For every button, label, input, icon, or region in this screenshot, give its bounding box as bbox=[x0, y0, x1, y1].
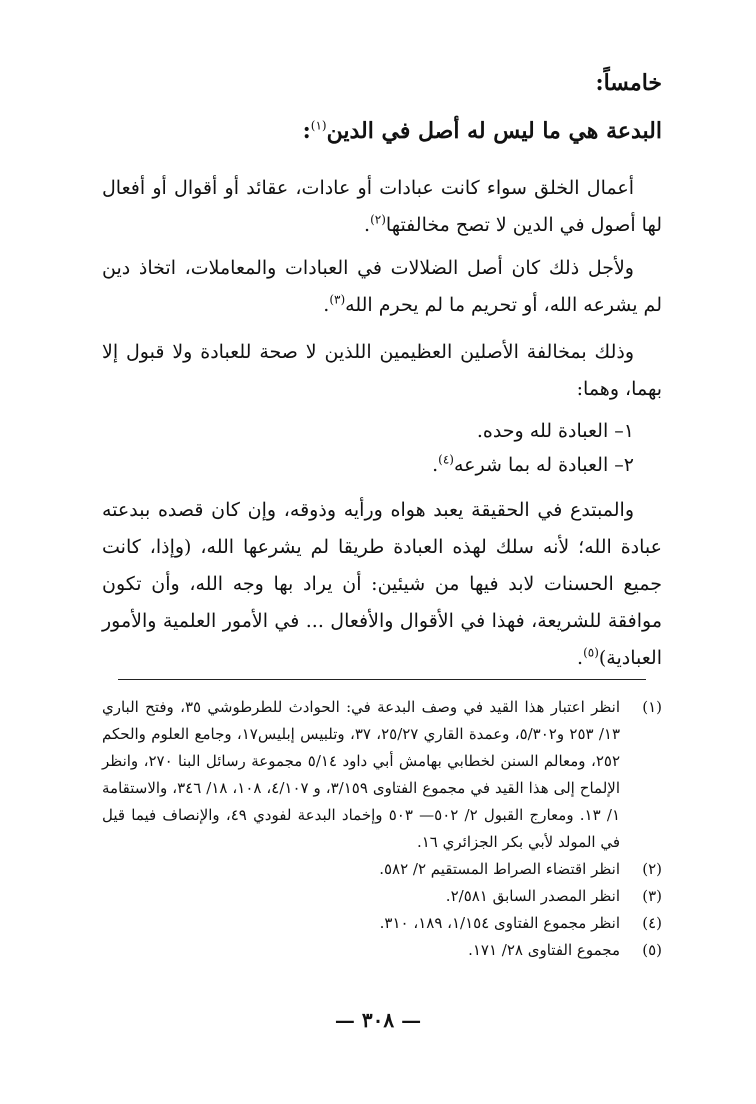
footnote-4 bbox=[102, 910, 662, 937]
section-title: خامساً: bbox=[595, 70, 662, 96]
paragraph-4 bbox=[102, 492, 662, 677]
paragraph-4-text: والمبتدع في الحقيقة يعبد هواه ورأيه وذوقه، وإن كان قصده ببدعته عبادة الله؛ لأنه سلك لهذه العبادة طريقا لم يشرعها الله، (وإذا، كانت جميع الحسنات لابد فيها من شيئين: أن يراد بها وجه الله، وأن تكون موافقة للشريعة، فهذا في الأقوال والأفعال ... في الأمور العلمية والأمور العبادية) bbox=[102, 499, 662, 669]
heading-text: البدعة هي ما ليس له أصل في الدين bbox=[326, 118, 662, 144]
paragraph-1 bbox=[102, 170, 662, 244]
paragraph-3: وذلك بمخالفة الأصلين العظيمين اللذين لا صحة للعبادة ولا قبول إلا بهما، وهما: bbox=[102, 341, 662, 400]
footnote-number: (٣) bbox=[642, 887, 662, 905]
footnote-text: انظر المصدر السابق ٢/٥٨١. bbox=[445, 887, 620, 905]
footnote-divider bbox=[118, 679, 646, 680]
footnote-text: مجموع الفتاوى ٢٨/ ١٧١. bbox=[468, 941, 620, 959]
footnote-3 bbox=[102, 883, 662, 910]
paragraph-1-text: أعمال الخلق سواء كانت عبادات أو عادات، عقائد أو أقوال أو أفعال لها أصول في الدين لا تصح مخالفتها bbox=[102, 177, 662, 236]
footnote-5 bbox=[102, 937, 662, 964]
list-item-1-text: ١– العبادة لله وحده. bbox=[476, 420, 634, 442]
heading bbox=[303, 118, 662, 144]
list-item bbox=[432, 414, 634, 448]
footnote-number: (٢) bbox=[642, 860, 662, 878]
heading-colon: : bbox=[302, 118, 311, 144]
principles-list bbox=[432, 414, 634, 482]
footnote-text: انظر اقتضاء الصراط المستقيم ٢/ ٥٨٢. bbox=[379, 860, 620, 878]
paragraph-2-end: . bbox=[323, 294, 330, 316]
footnote-number: (١) bbox=[642, 698, 662, 716]
list-item bbox=[432, 448, 634, 482]
page-number: — ٣٠٨ — bbox=[334, 1008, 422, 1032]
footnote-ref-5: (٥) bbox=[583, 645, 599, 660]
footnote-ref-2: (٢) bbox=[370, 212, 386, 227]
footnote-ref-3: (٣) bbox=[329, 292, 346, 307]
footnotes bbox=[102, 694, 662, 964]
footnote-1 bbox=[102, 694, 662, 856]
footnote-number: (٤) bbox=[642, 914, 662, 932]
list-item-2-end: . bbox=[432, 454, 439, 476]
list-item-2-text: ٢– العبادة له بما شرعه bbox=[453, 454, 634, 476]
footnote-text: انظر مجموع الفتاوى ١/١٥٤، ١٨٩، ٣١٠. bbox=[379, 914, 620, 932]
footnote-ref-4: (٤) bbox=[438, 452, 454, 467]
footnote-ref-1: (١) bbox=[310, 118, 327, 133]
paragraph-4-end: . bbox=[577, 647, 584, 669]
footnote-text: انظر اعتبار هذا القيد في وصف البدعة في: الحوادث للطرطوشي ٣٥، وفتح الباري ١٣/ ٢٥٣ و٥/٣٠٢، وعمدة القاري ٢٥/٢٧، ٣٧، وتلبيس إبليس١٧، وجامع العلوم والحكم ٢٥٢، ومعالم السنن لخطابي بهامش أبي داود ٥/١٤ مجموعة رسائل البنا ٢٧٠، وانظر الإلماح إلى هذا القيد في مجموع الفتاوى ٣/١٥٩، و ٤/١٠٧، ١٠٨، ١٨/ ٣٤٦، والاستقامة ١/ ١٣. ومعارج القبول ٢/ ٥٠٢— ٥٠٣ وإخماد البدعة لفودي ٤٩، والإنصاف فيما قيل في المولد لأبي بكر الجزائري ١٦. bbox=[102, 698, 621, 851]
footnote-2 bbox=[102, 856, 662, 883]
paragraph-2 bbox=[102, 250, 662, 324]
paragraph-2-text: ولأجل ذلك كان أصل الضلالات في العبادات والمعاملات، اتخاذ دين لم يشرعه الله، أو تحريم ما لم يحرم الله bbox=[102, 257, 662, 316]
footnote-number: (٥) bbox=[642, 941, 662, 959]
paragraph-1-end: . bbox=[364, 214, 371, 236]
